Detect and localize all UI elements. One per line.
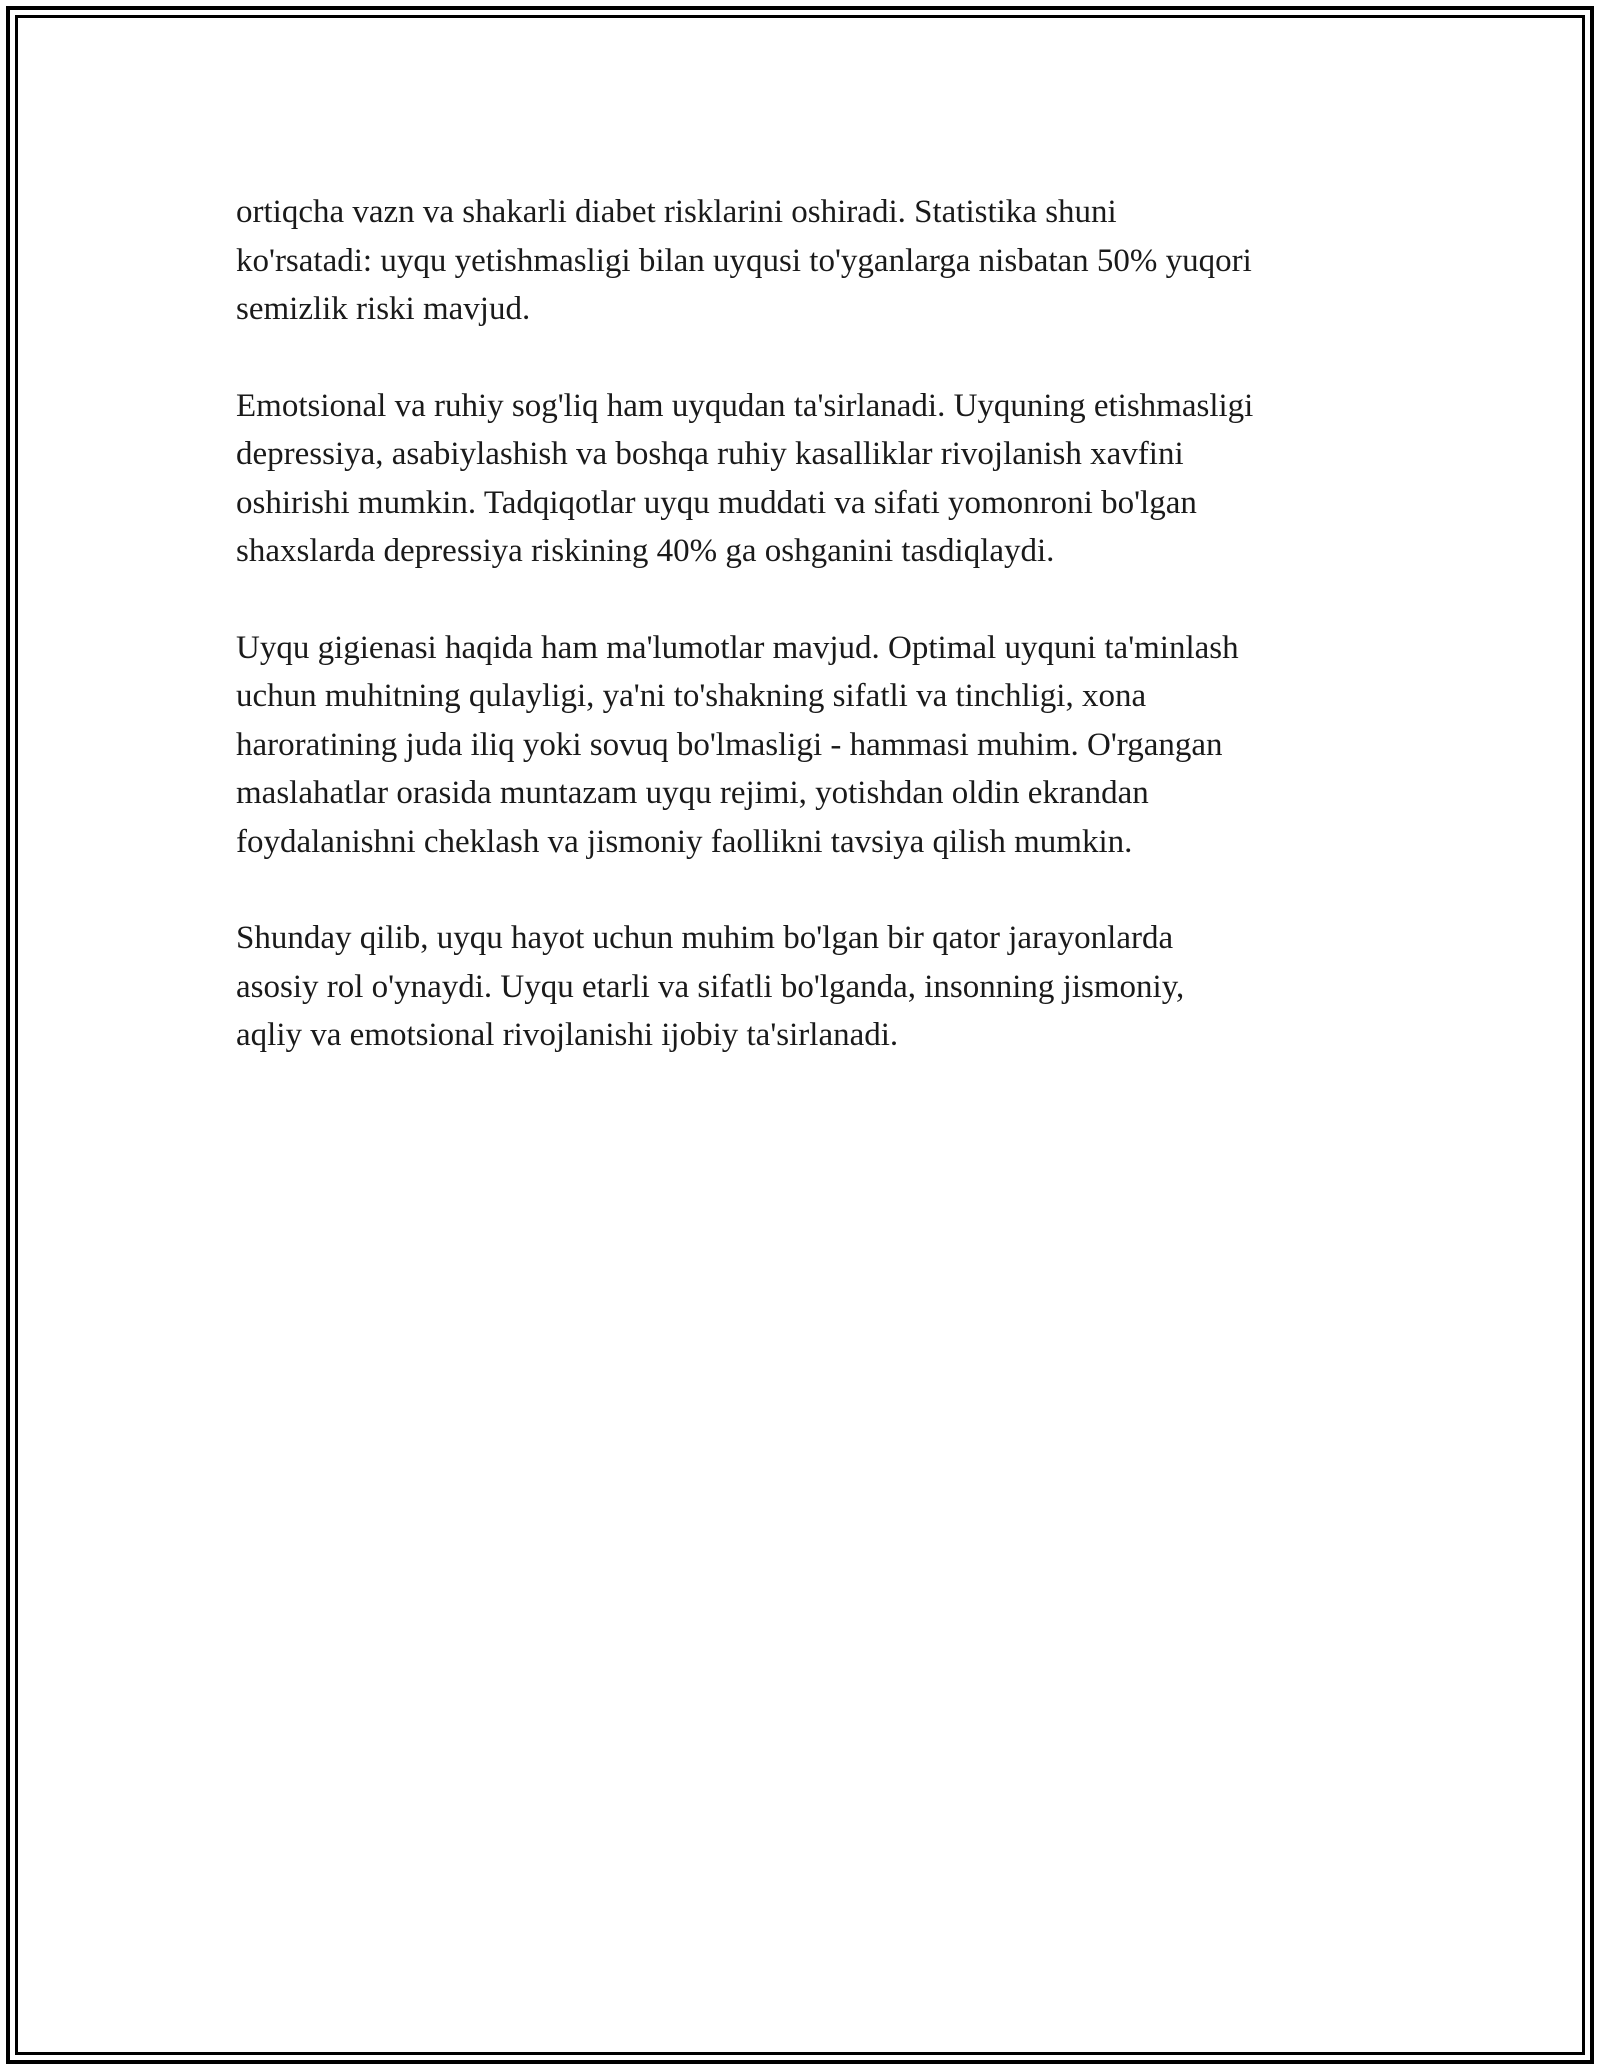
paragraph-emotional-health: Emotsional va ruhiy sog'liq ham uyqudan ta'sirlanadi. Uyquning etishmasligi depressiya, asabiylashish va boshqa ruhiy kasalliklar rivojlanish xavfini oshirishi mumkin. Tadqiqotlar uyqu muddati va sifati yomonroni bo'lgan shaxslarda depressiya riskining 40% ga oshganini tasdiqlaydi. — [236, 387, 1254, 569]
paragraph-health-risks: ortiqcha vazn va shakarli diabet risklarini oshiradi. Statistika shuni ko'rsatadi: uyqu yetishmasligi bilan uyqusi to'yganlarga nisbatan 50% yuqori semizlik riski mavjud. — [236, 194, 1252, 327]
document-body — [236, 188, 1376, 1108]
paragraph-conclusion: Shunday qilib, uyqu hayot uchun muhim bo'lgan bir qator jarayonlarda asosiy rol o'ynaydi. Uyqu etarli va sifatli bo'lganda, insonning jismoniy, aqliy va emotsional rivojlanishi ijobiy ta'sirlanadi. — [236, 920, 1185, 1053]
paragraph-sleep-hygiene: Uyqu gigienasi haqida ham ma'lumotlar mavjud. Optimal uyquni ta'minlash uchun muhitning qulayligi, ya'ni to'shakning sifatli va tinchligi, xona haroratining juda iliq yoki sovuq bo'lmasligi - hammasi muhim. O'rgangan maslahatlar orasida muntazam uyqu rejimi, yotishdan oldin ekrandan foydalanishni cheklash va jismoniy faollikni tavsiya qilish mumkin. — [236, 629, 1239, 860]
